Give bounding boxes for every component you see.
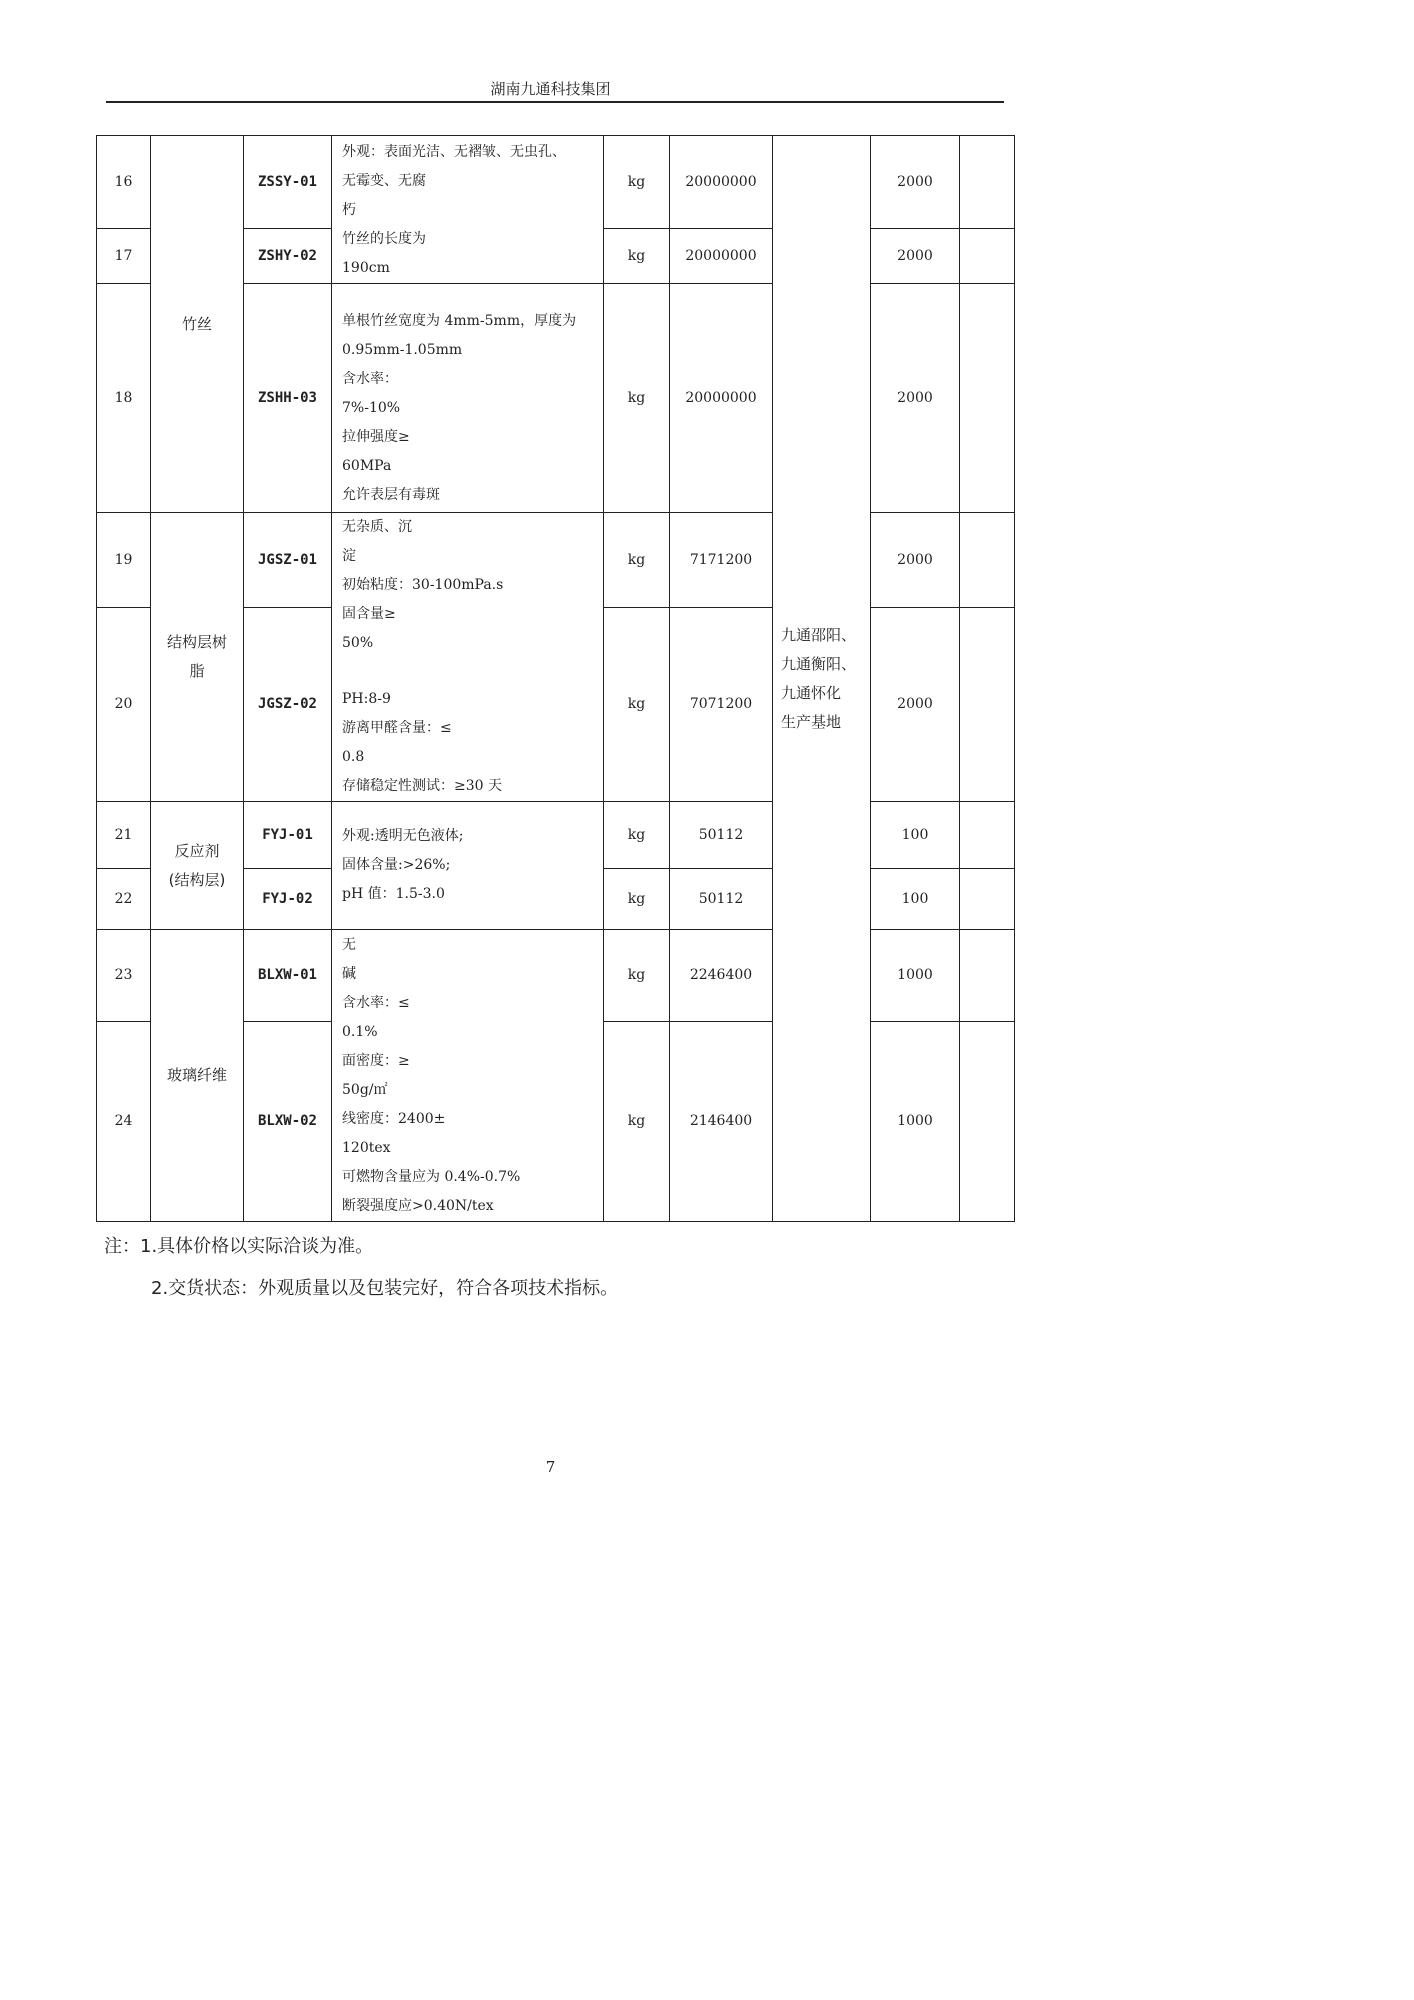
empty-cell — [960, 869, 1015, 930]
min-order: 1000 — [871, 1022, 960, 1222]
row-number: 20 — [97, 608, 151, 802]
quantity: 20000000 — [670, 284, 773, 513]
empty-cell — [960, 513, 1015, 608]
spec-line: 面密度：≥ — [342, 1053, 410, 1069]
quantity: 2246400 — [670, 930, 773, 1022]
spec-line: 线密度：2400± — [342, 1111, 446, 1127]
empty-cell — [960, 284, 1015, 513]
row-number: 19 — [97, 513, 151, 608]
spec-line: 7%-10% — [342, 400, 401, 416]
quantity: 7171200 — [670, 513, 773, 608]
note-1: 注：1.具体价格以实际洽谈为准。 — [104, 1236, 374, 1257]
min-order: 100 — [871, 802, 960, 869]
spec-line: 60MPa — [342, 458, 392, 474]
min-order: 2000 — [871, 513, 960, 608]
material-code: FYJ-02 — [244, 869, 332, 930]
unit: kg — [604, 802, 670, 869]
spec-cell — [332, 930, 604, 1222]
spec-cell — [332, 513, 604, 802]
category-cell — [151, 930, 244, 1222]
material-code: ZSSY-01 — [244, 136, 332, 229]
spec-line: 外观:透明无色液体; — [342, 828, 464, 844]
quantity: 50112 — [670, 802, 773, 869]
row-number: 23 — [97, 930, 151, 1022]
empty-cell — [960, 608, 1015, 802]
row-number: 22 — [97, 869, 151, 930]
quantity: 50112 — [670, 869, 773, 930]
empty-cell — [960, 1022, 1015, 1222]
material-code: ZSHH-03 — [244, 284, 332, 513]
quantity: 7071200 — [670, 608, 773, 802]
spec-line: 初始粘度：30-100mPa.s — [342, 577, 504, 593]
spec-line: 50% — [342, 635, 374, 651]
production-base-cell — [773, 136, 871, 1222]
spec-line: pH 值：1.5-3.0 — [342, 886, 445, 902]
category-name: 竹丝 — [181, 314, 212, 333]
empty-cell — [960, 802, 1015, 869]
spec-line: 单根竹丝宽度为 4mm-5mm，厚度为 — [342, 313, 577, 329]
header-rule — [106, 101, 1004, 103]
unit: kg — [604, 136, 670, 229]
page-number: 7 — [545, 1458, 556, 1476]
spec-line: 无霉变、无腐 — [342, 173, 426, 189]
min-order: 2000 — [871, 608, 960, 802]
spec-line: 无 — [342, 937, 356, 953]
unit: kg — [604, 513, 670, 608]
table-row — [97, 136, 1015, 229]
category-name: 反应剂 — [174, 841, 220, 860]
unit: kg — [604, 229, 670, 284]
spec-line: 淀 — [342, 548, 356, 564]
category-name: 结构层树 — [166, 633, 227, 651]
spec-line: 190cm — [342, 260, 390, 276]
unit: kg — [604, 608, 670, 802]
material-code: JGSZ-01 — [244, 513, 332, 608]
unit: kg — [604, 869, 670, 930]
spec-cell — [332, 802, 604, 930]
spec-line: 允许表层有毒斑 — [342, 487, 440, 503]
material-code: BLXW-02 — [244, 1022, 332, 1222]
material-table — [96, 135, 1015, 1222]
table-row — [97, 513, 1015, 608]
empty-cell — [960, 136, 1015, 229]
spec-line: 含水率： — [342, 371, 398, 387]
spec-cell — [332, 284, 604, 513]
min-order: 2000 — [871, 284, 960, 513]
spec-line: 0.1% — [342, 1024, 378, 1040]
row-number: 18 — [97, 284, 151, 513]
quantity: 20000000 — [670, 229, 773, 284]
material-code: BLXW-01 — [244, 930, 332, 1022]
min-order: 100 — [871, 869, 960, 930]
spec-line: 固体含量:>26%; — [342, 857, 451, 873]
empty-cell — [960, 229, 1015, 284]
spec-line: 120tex — [342, 1140, 391, 1156]
spec-line: 无杂质、沉 — [342, 519, 412, 535]
category-name: 玻璃纤维 — [166, 1066, 227, 1084]
spec-line: 含水率：≤ — [342, 995, 410, 1011]
page-header-title: 湖南九通科技集团 — [490, 80, 611, 98]
spec-line: 碱 — [342, 966, 356, 982]
row-number: 17 — [97, 229, 151, 284]
note-2: 2.交货状态：外观质量以及包装完好，符合各项技术指标。 — [151, 1278, 619, 1299]
row-number: 21 — [97, 802, 151, 869]
spec-line: 断裂强度应>0.40N/tex — [342, 1198, 494, 1214]
spec-line: 可燃物含量应为 0.4%-0.7% — [342, 1169, 521, 1185]
spec-line: 朽 — [342, 202, 356, 218]
spec-line: 50g/㎡ — [342, 1082, 388, 1098]
category-name: 脂 — [189, 662, 205, 680]
material-code: ZSHY-02 — [244, 229, 332, 284]
table-row — [97, 930, 1015, 1022]
category-cell — [151, 802, 244, 930]
spec-line — [342, 658, 603, 685]
base-line: 九通衡阳、 — [781, 654, 857, 673]
base-line: 生产基地 — [781, 712, 842, 731]
row-number: 24 — [97, 1022, 151, 1222]
unit: kg — [604, 930, 670, 1022]
category-cell — [151, 513, 244, 802]
category-cell — [151, 136, 244, 513]
quantity: 20000000 — [670, 136, 773, 229]
unit: kg — [604, 1022, 670, 1222]
min-order: 1000 — [871, 930, 960, 1022]
category-name: (结构层) — [168, 870, 226, 889]
quantity: 2146400 — [670, 1022, 773, 1222]
spec-line: 外观：表面光洁、无褶皱、无虫孔、 — [342, 144, 566, 160]
spec-line: 游离甲醛含量：≤ — [342, 720, 452, 736]
row-number: 16 — [97, 136, 151, 229]
spec-line: 固含量≥ — [342, 606, 396, 622]
spec-line: 竹丝的长度为 — [342, 231, 426, 247]
spec-cell — [332, 136, 604, 284]
table-row — [97, 802, 1015, 869]
spec-line: 0.95mm-1.05mm — [342, 342, 463, 358]
base-line: 九通邵阳、 — [781, 625, 857, 644]
empty-cell — [960, 930, 1015, 1022]
material-code: JGSZ-02 — [244, 608, 332, 802]
spec-line: 拉伸强度≥ — [342, 429, 410, 445]
unit: kg — [604, 284, 670, 513]
spec-line: 0.8 — [342, 749, 365, 765]
material-code: FYJ-01 — [244, 802, 332, 869]
base-line: 九通怀化 — [781, 683, 842, 702]
spec-line: PH:8-9 — [342, 691, 391, 707]
min-order: 2000 — [871, 229, 960, 284]
spec-line: 存储稳定性测试：≥30 天 — [342, 778, 502, 794]
min-order: 2000 — [871, 136, 960, 229]
